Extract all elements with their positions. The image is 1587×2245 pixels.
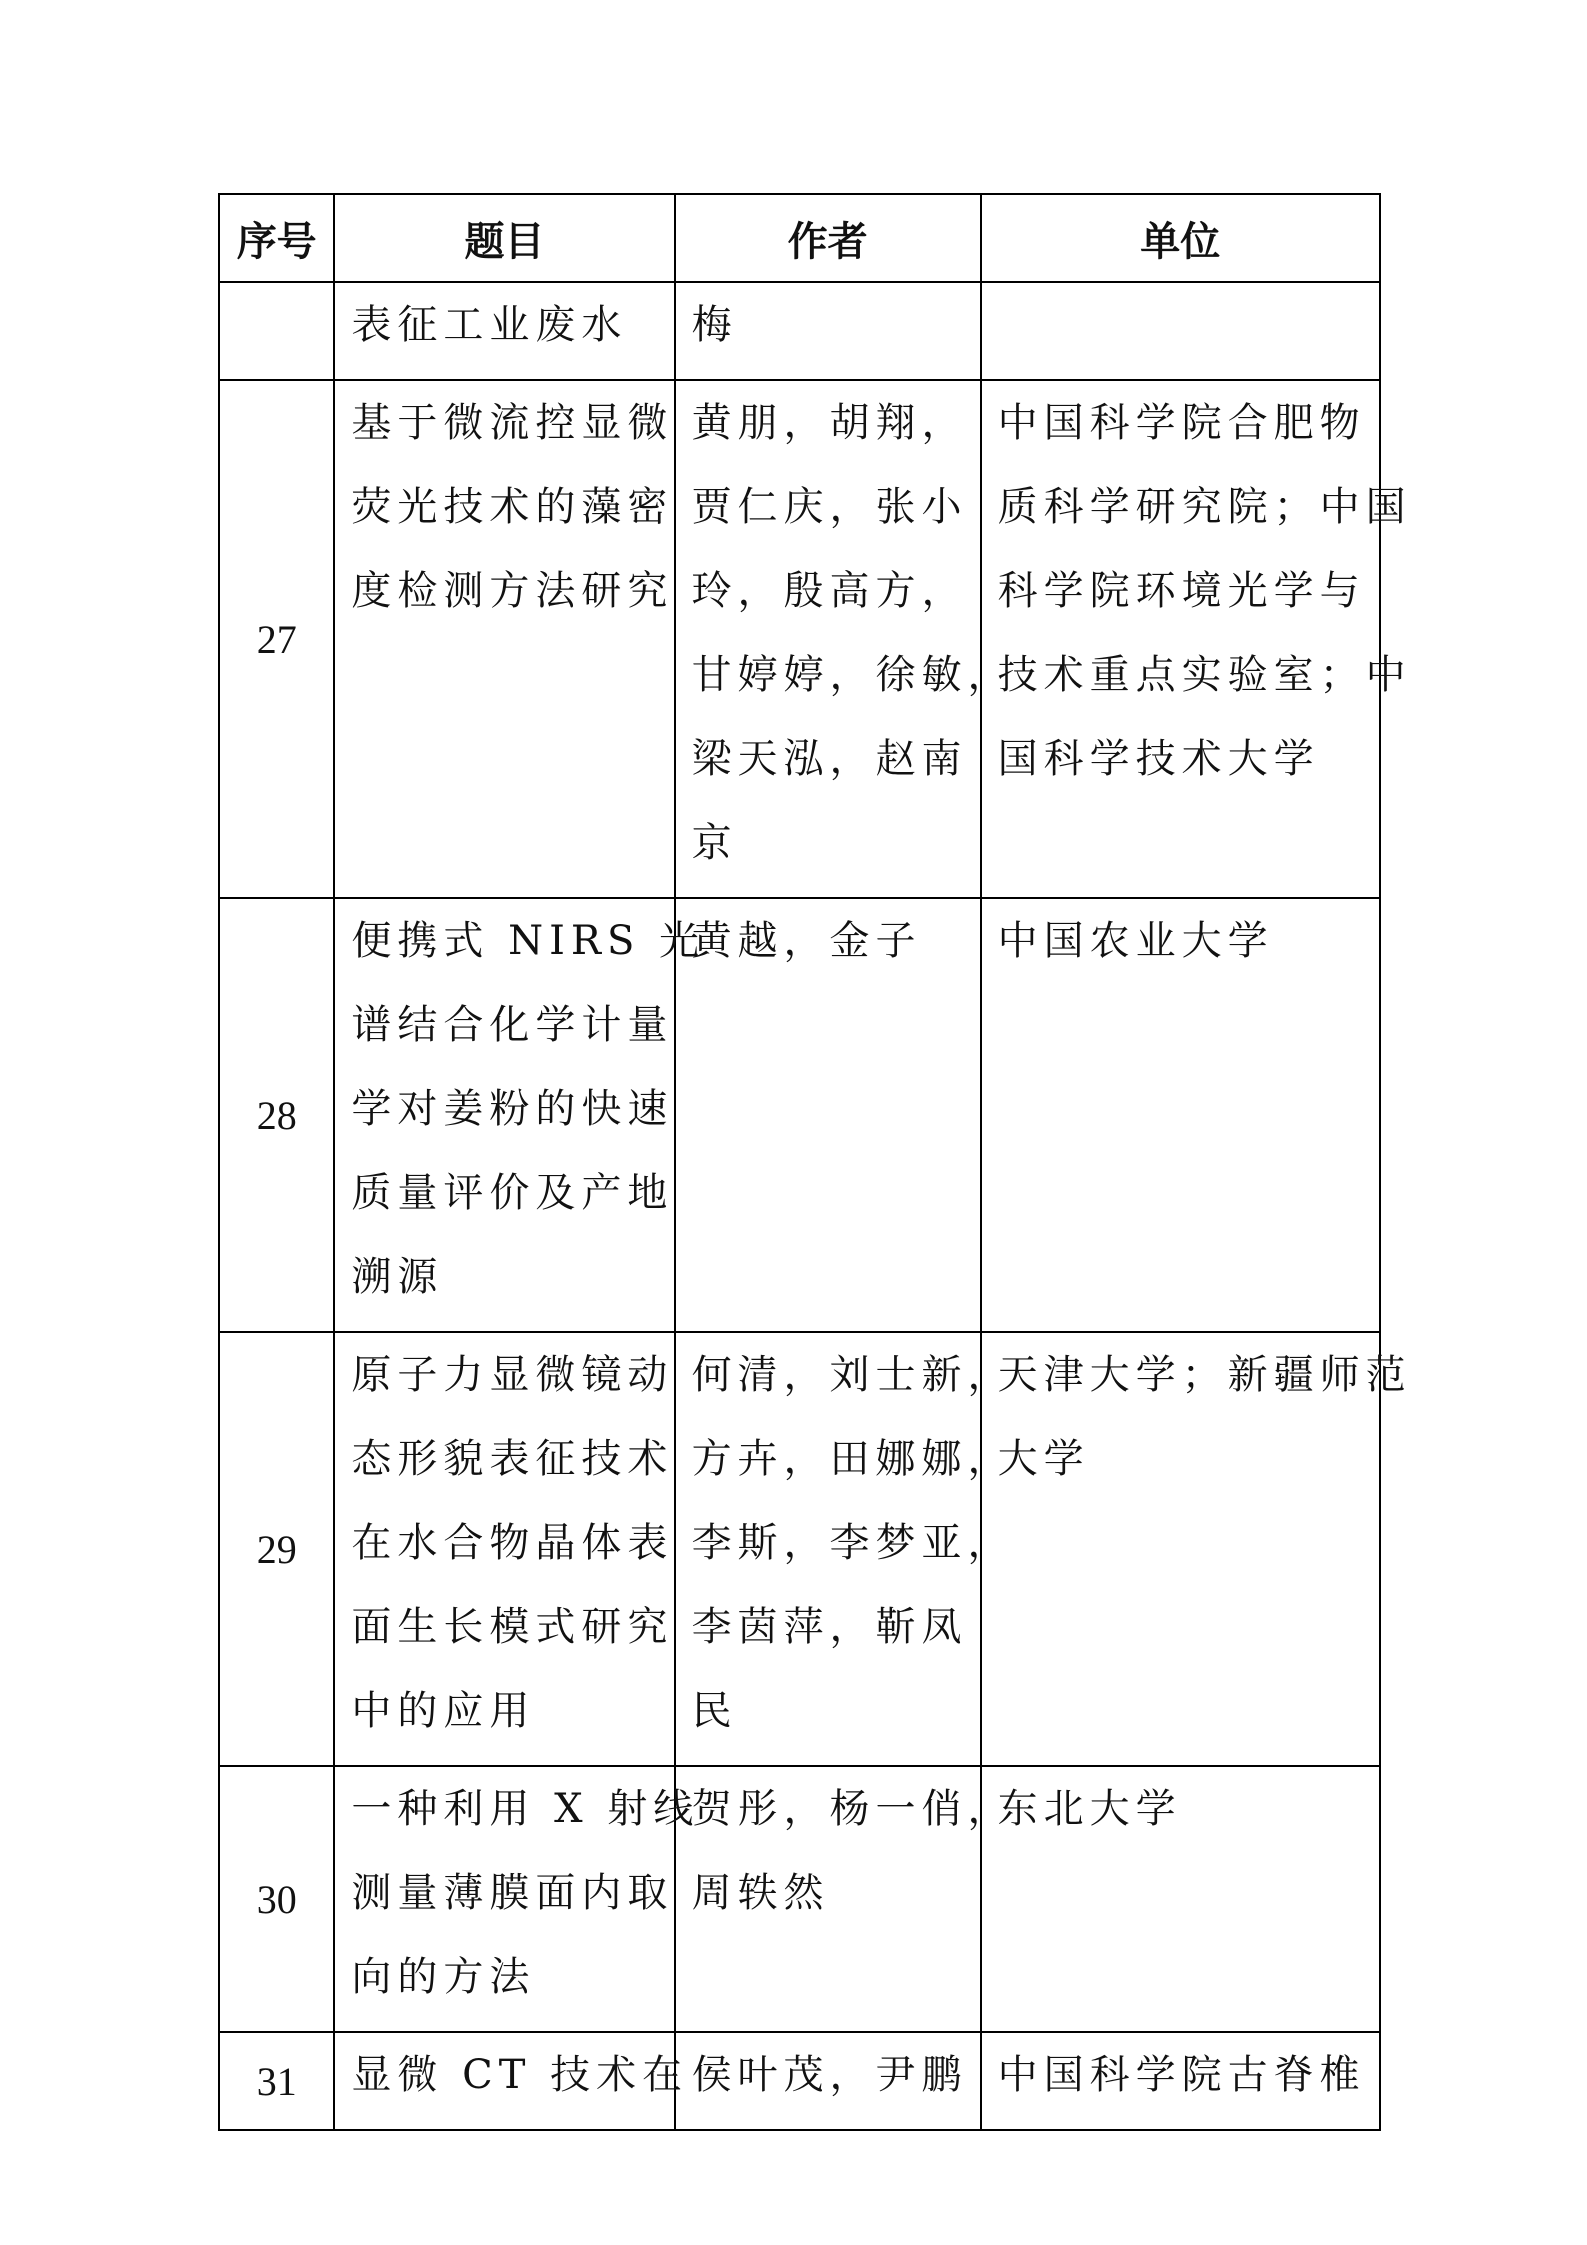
row-number: 27 xyxy=(219,380,334,898)
row-authors-line: 李斯，李梦亚， xyxy=(691,1520,1014,1566)
row-title xyxy=(334,1332,674,1766)
row-org-line: 中国科学院古脊椎 xyxy=(997,2052,1366,2098)
row-org-line: 东北大学 xyxy=(997,1786,1182,1832)
table-row xyxy=(219,380,1380,898)
row-org xyxy=(981,282,1380,380)
row-org-line: 天津大学；新疆师范 xyxy=(997,1352,1412,1398)
row-title-line: 便携式 NIRS 光 xyxy=(351,918,706,964)
row-title-line: 中的应用 xyxy=(351,1688,536,1734)
row-title-line: 面生长模式研究 xyxy=(351,1604,674,1650)
row-org xyxy=(981,1766,1380,2032)
row-authors xyxy=(675,2032,981,2130)
row-title-line: 显微 CT 技术在 xyxy=(351,2052,689,2098)
row-authors-line: 甘婷婷，徐敏， xyxy=(691,652,1014,698)
row-authors-line: 侯叶茂，尹鹏 xyxy=(691,2052,968,2098)
row-org xyxy=(981,380,1412,898)
row-title-line: 态形貌表征技术 xyxy=(351,1436,674,1482)
table-row xyxy=(219,1766,1380,2032)
row-title-line: 在水合物晶体表 xyxy=(351,1520,674,1566)
row-org-line: 科学院环境光学与 xyxy=(997,568,1366,614)
row-authors-line: 黄朋，胡翔， xyxy=(691,400,968,446)
row-authors-line: 玲，殷高方， xyxy=(691,568,968,614)
row-authors-line: 京 xyxy=(691,820,738,866)
paper-list-table xyxy=(218,193,1412,2131)
row-title xyxy=(334,898,706,1332)
table-row xyxy=(219,1332,1380,1766)
row-title-line: 质量评价及产地 xyxy=(351,1170,674,1216)
row-title-line: 向的方法 xyxy=(351,1954,536,2000)
row-authors-line: 周轶然 xyxy=(691,1870,830,1916)
row-org xyxy=(981,898,1380,1332)
row-org-line: 中国科学院合肥物 xyxy=(997,400,1366,446)
row-authors-line: 贾仁庆，张小 xyxy=(691,484,968,530)
row-number: 31 xyxy=(219,2032,334,2130)
row-authors xyxy=(675,380,1014,898)
row-title-line: 溯源 xyxy=(351,1254,444,1300)
row-authors xyxy=(675,1766,1014,2032)
header-org: 单位 xyxy=(981,194,1380,282)
row-authors-line: 梅 xyxy=(691,302,738,348)
row-org-line: 大学 xyxy=(997,1436,1090,1482)
row-authors-line: 何清，刘士新， xyxy=(691,1352,1014,1398)
row-number: 29 xyxy=(219,1332,334,1766)
row-authors-line: 黄越，金子 xyxy=(691,918,922,964)
row-title-line: 一种利用 X 射线 xyxy=(351,1786,700,1832)
row-number: 28 xyxy=(219,898,334,1332)
header-no: 序号 xyxy=(219,194,334,282)
row-authors xyxy=(675,282,981,380)
row-title-line: 表征工业废水 xyxy=(351,302,628,348)
row-title-line: 原子力显微镜动 xyxy=(351,1352,674,1398)
row-title-line: 谱结合化学计量 xyxy=(351,1002,674,1048)
row-org-line: 国科学技术大学 xyxy=(997,736,1320,782)
header-row xyxy=(219,194,1380,282)
table-row xyxy=(219,282,1380,380)
row-authors-line: 梁天泓，赵南 xyxy=(691,736,968,782)
row-authors xyxy=(675,1332,1014,1766)
row-org-line: 中国农业大学 xyxy=(997,918,1274,964)
row-authors-line: 方卉，田娜娜， xyxy=(691,1436,1014,1482)
table-row xyxy=(219,2032,1380,2130)
row-title-line: 测量薄膜面内取 xyxy=(351,1870,674,1916)
row-authors-line: 民 xyxy=(691,1688,738,1734)
header-authors: 作者 xyxy=(675,194,981,282)
row-number: 30 xyxy=(219,1766,334,2032)
row-title xyxy=(334,282,674,380)
row-title-line: 学对姜粉的快速 xyxy=(351,1086,674,1132)
row-title-line: 度检测方法研究 xyxy=(351,568,674,614)
header-title: 题目 xyxy=(334,194,674,282)
row-org-line: 质科学研究院；中国 xyxy=(997,484,1412,530)
row-org xyxy=(981,2032,1380,2130)
row-title xyxy=(334,1766,700,2032)
table-row xyxy=(219,898,1380,1332)
row-title-line: 荧光技术的藻密 xyxy=(351,484,674,530)
row-authors xyxy=(675,898,981,1332)
row-title xyxy=(334,2032,689,2130)
row-authors-line: 贺彤，杨一俏， xyxy=(691,1786,1014,1832)
row-number xyxy=(219,282,334,380)
row-title xyxy=(334,380,674,898)
row-title-line: 基于微流控显微 xyxy=(351,400,674,446)
row-org-line: 技术重点实验室；中 xyxy=(997,652,1412,698)
row-org xyxy=(981,1332,1412,1766)
row-authors-line: 李茵萍，靳凤 xyxy=(691,1604,968,1650)
